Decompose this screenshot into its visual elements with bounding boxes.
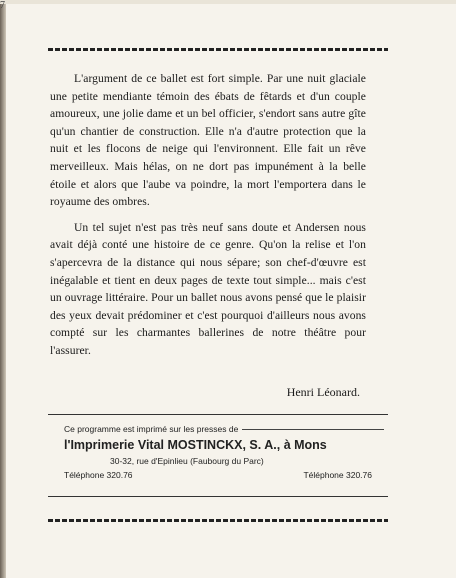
printer-notice (48, 424, 388, 480)
printer-box-rule-top (48, 414, 388, 415)
printer-address: 30-32, rue d'Epinlieu (Faubourg du Parc) (110, 456, 264, 466)
ballet-argument-text (50, 70, 366, 360)
printer-box-rule-bottom (48, 496, 388, 497)
decorative-rule-bottom (48, 519, 388, 522)
paragraph-argument: L'argument de ce ballet est fort simple. Par une nuit glaciale une petite mendiante témoin des ébats de fêtards et d'un couple amoureux, une jolie dame et un bel officier, s'endort sans autre gîte qu'un chantier de construction. Elle n'a d'autre protection que la nuit et les flocons de neige qui l'environnent. Elle fait un rêve merveilleux. Mais hélas, on ne dort pas impunément à la belle étoile et alors que l'aube va poindre, la mort l'emportera dans le royaume des ombres. (50, 72, 366, 209)
printer-name: l'Imprimerie Vital MOSTINCKX, S. A., à Mons (64, 438, 327, 452)
page-number-mark: 7 (0, 0, 5, 11)
printer-intro-line (64, 424, 388, 434)
printer-phone-left: Téléphone 320.76 (64, 470, 133, 480)
printer-intro-text: Ce programme est imprimé sur les presses de (64, 424, 239, 434)
printer-intro-dash (242, 429, 384, 430)
page-binding-edge (0, 0, 6, 578)
page-top-edge (0, 0, 456, 4)
paragraph-andersen: Un tel sujet n'est pas très neuf sans doute et Andersen nous avait déjà conté une histoire de ce genre. Qu'on la relise et l'on s'apercevra de la distance qui nous sépare; son chef-d'œuvre est inégalable et tient en deux pages de texte tout simple... mais c'est un ouvrage littéraire. Pour un ballet nous avons pensé que le plaisir des yeux devait prédominer et c'est pourquoi d'ailleurs nous avons compté sur les charmantes ballerines de notre théâtre pour l'assurer. (50, 220, 366, 357)
printer-phone-right: Téléphone 320.76 (303, 470, 372, 480)
author-signature: Henri Léonard. (286, 385, 360, 399)
decorative-rule-top (48, 48, 388, 51)
printer-phones (48, 470, 388, 480)
